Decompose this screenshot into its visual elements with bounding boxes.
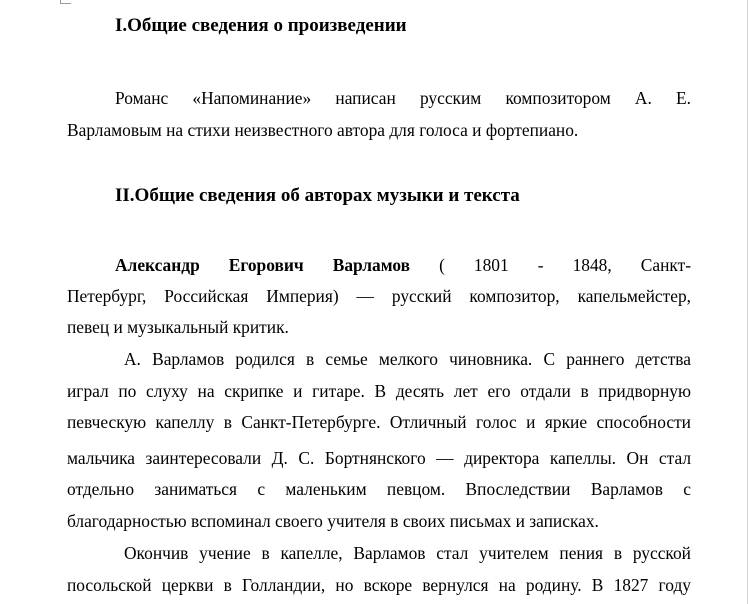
paragraph-4-line-1: Окончив учение в капелле, Варламов стал учителем пения в русской bbox=[124, 543, 691, 563]
section-heading-2: II.Общие сведения об авторах музыки и текста bbox=[115, 185, 520, 206]
author-dates: ( 1801 - 1848, Санкт- bbox=[410, 255, 691, 275]
paragraph-3-line-4: мальчика заинтересовали Д. С. Бортнянского — директора капеллы. Он стал bbox=[67, 448, 691, 468]
section-heading-1: I.Общие сведения о произведении bbox=[115, 15, 407, 36]
author-name: Александр Егорович Варламов bbox=[115, 255, 411, 275]
paragraph-2-line-2: Петербург, Российская Империя) — русский композитор, капельмейстер, bbox=[67, 286, 691, 306]
paragraph-1-line-2: Варламовым на стихи неизвестного автора для голоса и фортепиано. bbox=[67, 120, 579, 140]
paragraph-3-line-3: певческую капеллу в Санкт-Петербурге. Отличный голос и яркие способности bbox=[67, 412, 691, 432]
paragraph-2-line-3: певец и музыкальный критик. bbox=[67, 317, 289, 337]
paragraph-4-line-2: посольской церкви в Голландии, но вскоре вернулся на родину. В 1827 году bbox=[67, 575, 691, 595]
paragraph-2-line-1 bbox=[115, 254, 691, 276]
paragraph-3-line-5: отдельно заниматься с маленьким певцом. Впоследствии Варламов с bbox=[67, 479, 691, 499]
paragraph-3-line-2: играл по слуху на скрипке и гитаре. В десять лет его отдали в придворную bbox=[67, 381, 691, 401]
paragraph-3-line-6: благодарностью вспоминал своего учителя в своих письмах и записках. bbox=[67, 511, 599, 531]
paragraph-3-line-1: А. Варламов родился в семье мелкого чиновника. С раннего детства bbox=[124, 349, 691, 369]
paragraph-1-line-1: Романс «Напоминание» написан русским композитором А. Е. bbox=[115, 88, 691, 108]
page-corner-mark bbox=[60, 0, 71, 4]
